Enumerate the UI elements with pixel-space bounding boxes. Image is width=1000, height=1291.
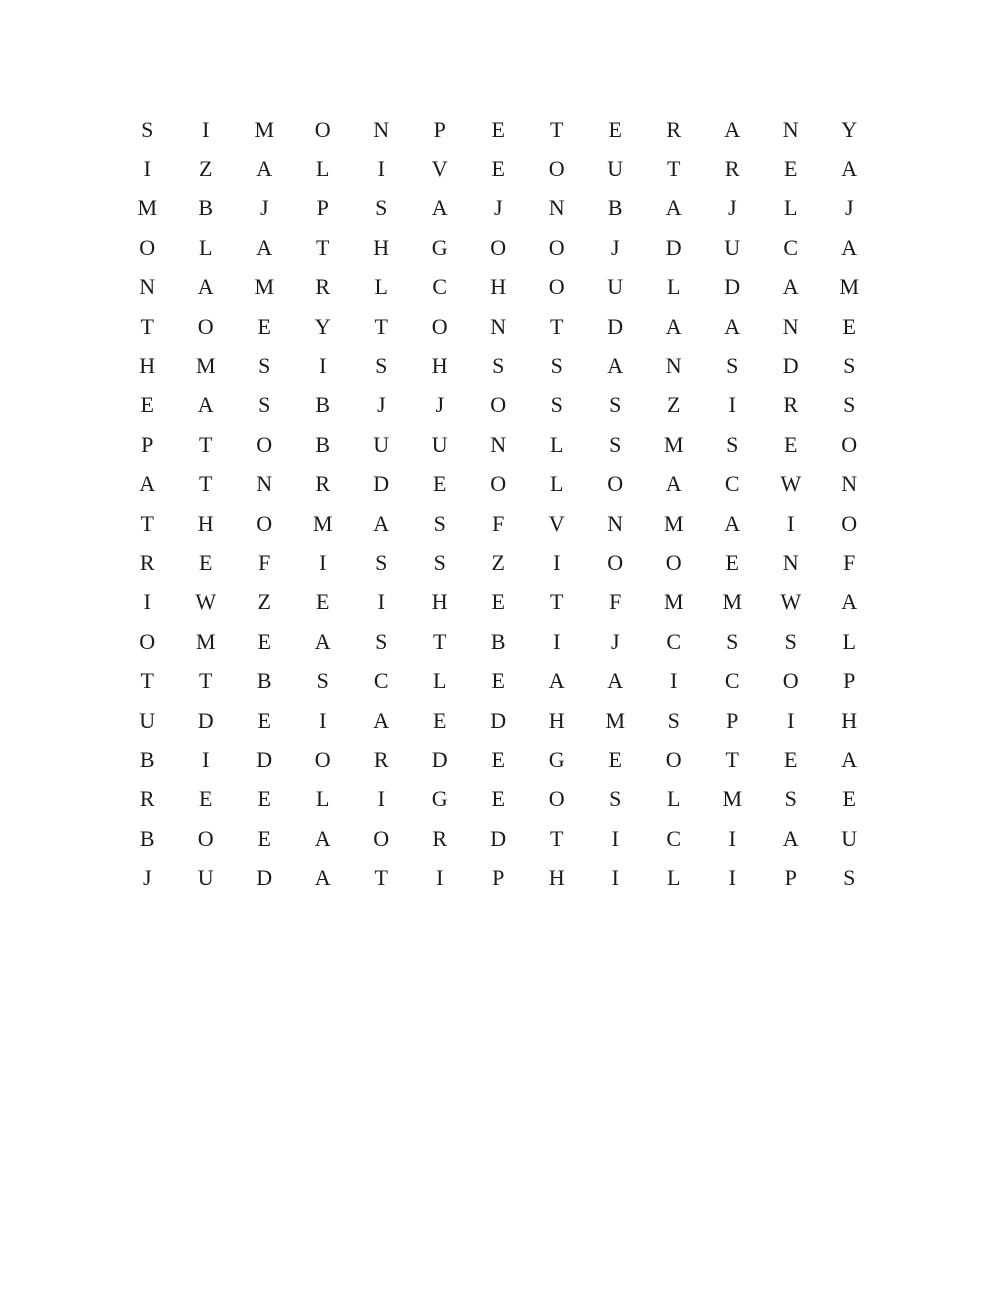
grid-letter-r9-c6[interactable]: U [431, 431, 448, 457]
grid-letter-r3-c11[interactable]: J [727, 195, 737, 221]
grid-letter-r20-c6[interactable]: I [436, 865, 444, 891]
grid-letter-r9-c7[interactable]: N [490, 431, 507, 457]
grid-letter-r12-c7[interactable]: Z [491, 549, 505, 575]
grid-letter-r12-c3[interactable]: F [258, 549, 271, 575]
grid-letter-r8-c13[interactable]: S [843, 392, 856, 418]
grid-letter-r9-c9[interactable]: S [609, 431, 622, 457]
grid-letter-r17-c6[interactable]: D [431, 746, 448, 772]
grid-letter-r7-c12[interactable]: D [782, 353, 799, 379]
grid-letter-r19-c8[interactable]: T [550, 825, 564, 851]
grid-letter-r8-c3[interactable]: S [258, 392, 271, 418]
grid-letter-r1-c1[interactable]: S [141, 116, 154, 142]
grid-letter-r14-c1[interactable]: O [139, 628, 156, 654]
grid-letter-r1-c3[interactable]: M [254, 116, 275, 142]
grid-letter-r17-c7[interactable]: E [491, 746, 505, 772]
grid-letter-r13-c12[interactable]: W [780, 589, 802, 615]
grid-letter-r4-c10[interactable]: D [665, 234, 682, 260]
grid-letter-r19-c11[interactable]: I [728, 825, 736, 851]
grid-letter-r3-c12[interactable]: L [784, 195, 798, 221]
grid-letter-r14-c10[interactable]: C [666, 628, 682, 654]
grid-letter-r10-c2[interactable]: T [199, 471, 213, 497]
grid-letter-r15-c8[interactable]: A [548, 668, 565, 694]
grid-letter-r6-c12[interactable]: N [782, 313, 799, 339]
grid-letter-r10-c10[interactable]: A [665, 471, 682, 497]
grid-letter-r1-c12[interactable]: N [782, 116, 799, 142]
grid-letter-r19-c1[interactable]: B [139, 825, 155, 851]
grid-letter-r16-c2[interactable]: D [197, 707, 214, 733]
grid-letter-r12-c1[interactable]: R [139, 549, 155, 575]
grid-letter-r10-c6[interactable]: E [433, 471, 447, 497]
grid-letter-r5-c10[interactable]: L [667, 274, 681, 300]
grid-letter-r7-c8[interactable]: S [550, 353, 563, 379]
grid-letter-r5-c8[interactable]: O [548, 274, 565, 300]
grid-letter-r10-c8[interactable]: L [550, 471, 564, 497]
grid-letter-r1-c5[interactable]: N [373, 116, 390, 142]
grid-letter-r4-c11[interactable]: U [724, 234, 741, 260]
grid-letter-r10-c1[interactable]: A [139, 471, 156, 497]
grid-letter-r3-c2[interactable]: B [198, 195, 214, 221]
grid-letter-r3-c5[interactable]: S [375, 195, 388, 221]
grid-letter-r3-c10[interactable]: A [665, 195, 682, 221]
grid-letter-r7-c9[interactable]: A [607, 353, 624, 379]
grid-letter-r8-c2[interactable]: A [197, 392, 214, 418]
grid-letter-r16-c12[interactable]: I [787, 707, 795, 733]
grid-letter-r11-c13[interactable]: O [841, 510, 858, 536]
grid-letter-r17-c13[interactable]: A [841, 746, 858, 772]
grid-letter-r10-c4[interactable]: R [315, 471, 331, 497]
grid-letter-r14-c6[interactable]: T [433, 628, 447, 654]
word-search-grid [118, 110, 879, 898]
grid-letter-r18-c1[interactable]: R [139, 786, 155, 812]
grid-letter-r14-c3[interactable]: E [257, 628, 271, 654]
grid-letter-r2-c9[interactable]: U [607, 156, 624, 182]
grid-letter-r18-c10[interactable]: L [667, 786, 681, 812]
grid-letter-r8-c5[interactable]: J [376, 392, 386, 418]
grid-letter-r13-c1[interactable]: I [143, 589, 151, 615]
grid-letter-r19-c7[interactable]: D [490, 825, 507, 851]
grid-letter-r16-c8[interactable]: H [548, 707, 565, 733]
grid-letter-r20-c1[interactable]: J [142, 865, 152, 891]
grid-letter-r1-c6[interactable]: P [433, 116, 446, 142]
grid-letter-r15-c3[interactable]: B [256, 668, 272, 694]
grid-letter-r20-c3[interactable]: D [256, 865, 273, 891]
grid-letter-r1-c8[interactable]: T [550, 116, 564, 142]
grid-letter-r6-c13[interactable]: E [842, 313, 856, 339]
grid-letter-r12-c12[interactable]: N [782, 549, 799, 575]
grid-letter-r20-c10[interactable]: L [667, 865, 681, 891]
grid-letter-r10-c9[interactable]: O [607, 471, 624, 497]
grid-letter-r2-c11[interactable]: R [724, 156, 740, 182]
grid-letter-r12-c2[interactable]: E [199, 549, 213, 575]
grid-letter-r12-c8[interactable]: I [553, 549, 561, 575]
grid-letter-r4-c12[interactable]: C [783, 234, 799, 260]
grid-letter-r12-c6[interactable]: S [433, 549, 446, 575]
grid-letter-r13-c5[interactable]: I [377, 589, 385, 615]
grid-letter-r20-c5[interactable]: T [374, 865, 388, 891]
grid-letter-r3-c4[interactable]: P [316, 195, 329, 221]
grid-letter-r15-c11[interactable]: C [724, 668, 740, 694]
grid-letter-r16-c9[interactable]: M [605, 707, 626, 733]
grid-letter-r9-c10[interactable]: M [663, 431, 684, 457]
grid-letter-r5-c13[interactable]: M [839, 274, 860, 300]
grid-letter-r12-c4[interactable]: I [319, 549, 327, 575]
grid-letter-r9-c12[interactable]: E [784, 431, 798, 457]
grid-letter-r18-c4[interactable]: L [316, 786, 330, 812]
grid-letter-r13-c9[interactable]: F [609, 589, 622, 615]
grid-letter-r1-c7[interactable]: E [491, 116, 505, 142]
grid-letter-r14-c7[interactable]: B [490, 628, 506, 654]
grid-letter-r9-c11[interactable]: S [726, 431, 739, 457]
grid-letter-r13-c10[interactable]: M [663, 589, 684, 615]
grid-letter-r2-c7[interactable]: E [491, 156, 505, 182]
grid-letter-r18-c7[interactable]: E [491, 786, 505, 812]
grid-letter-r1-c11[interactable]: A [724, 116, 741, 142]
grid-letter-r17-c9[interactable]: E [608, 746, 622, 772]
grid-letter-r8-c12[interactable]: R [783, 392, 799, 418]
grid-letter-r4-c1[interactable]: O [139, 234, 156, 260]
grid-letter-r19-c12[interactable]: A [782, 825, 799, 851]
grid-letter-r2-c1[interactable]: I [143, 156, 151, 182]
grid-letter-r10-c11[interactable]: C [724, 471, 740, 497]
grid-letter-r4-c5[interactable]: H [373, 234, 390, 260]
grid-letter-r14-c2[interactable]: M [195, 628, 216, 654]
grid-letter-r5-c6[interactable]: C [432, 274, 448, 300]
grid-letter-r18-c13[interactable]: E [842, 786, 856, 812]
grid-letter-r11-c9[interactable]: N [607, 510, 624, 536]
grid-letter-r5-c2[interactable]: A [197, 274, 214, 300]
grid-letter-r6-c7[interactable]: N [490, 313, 507, 339]
grid-letter-r7-c4[interactable]: I [319, 353, 327, 379]
grid-letter-r20-c11[interactable]: I [728, 865, 736, 891]
grid-letter-r6-c5[interactable]: T [374, 313, 388, 339]
grid-letter-r15-c5[interactable]: C [373, 668, 389, 694]
grid-letter-r6-c3[interactable]: E [257, 313, 271, 339]
grid-letter-r7-c2[interactable]: M [195, 353, 216, 379]
grid-letter-r13-c3[interactable]: Z [257, 589, 271, 615]
grid-letter-r12-c5[interactable]: S [375, 549, 388, 575]
grid-letter-r10-c7[interactable]: O [490, 471, 507, 497]
grid-letter-r7-c5[interactable]: S [375, 353, 388, 379]
grid-letter-r14-c13[interactable]: L [842, 628, 856, 654]
grid-letter-r13-c8[interactable]: T [550, 589, 564, 615]
grid-letter-r16-c11[interactable]: P [726, 707, 739, 733]
grid-letter-r3-c8[interactable]: N [548, 195, 565, 221]
grid-letter-r11-c2[interactable]: H [197, 510, 214, 536]
grid-letter-r19-c10[interactable]: C [666, 825, 682, 851]
grid-letter-r4-c7[interactable]: O [490, 234, 507, 260]
grid-letter-r13-c2[interactable]: W [195, 589, 217, 615]
grid-letter-r13-c4[interactable]: E [316, 589, 330, 615]
grid-letter-r17-c5[interactable]: R [373, 746, 389, 772]
grid-letter-r13-c7[interactable]: E [491, 589, 505, 615]
grid-letter-r2-c6[interactable]: V [431, 156, 448, 182]
grid-letter-r10-c5[interactable]: D [373, 471, 390, 497]
grid-letter-r2-c3[interactable]: A [256, 156, 273, 182]
grid-letter-r13-c11[interactable]: M [722, 589, 743, 615]
grid-letter-r11-c1[interactable]: T [140, 510, 154, 536]
grid-letter-r14-c11[interactable]: S [726, 628, 739, 654]
grid-letter-r2-c8[interactable]: O [548, 156, 565, 182]
grid-letter-r17-c4[interactable]: O [314, 746, 331, 772]
grid-letter-r2-c10[interactable]: T [667, 156, 681, 182]
grid-letter-r20-c8[interactable]: H [548, 865, 565, 891]
grid-letter-r6-c10[interactable]: A [665, 313, 682, 339]
grid-letter-r15-c6[interactable]: L [433, 668, 447, 694]
grid-letter-r13-c13[interactable]: A [841, 589, 858, 615]
grid-letter-r8-c4[interactable]: B [315, 392, 331, 418]
grid-letter-r17-c10[interactable]: O [665, 746, 682, 772]
grid-letter-r7-c3[interactable]: S [258, 353, 271, 379]
grid-letter-r5-c1[interactable]: N [139, 274, 156, 300]
grid-letter-r9-c3[interactable]: O [256, 431, 273, 457]
grid-letter-r10-c12[interactable]: W [780, 471, 802, 497]
grid-letter-r3-c13[interactable]: J [844, 195, 854, 221]
grid-letter-r17-c8[interactable]: G [548, 746, 565, 772]
grid-letter-r20-c12[interactable]: P [784, 865, 797, 891]
grid-letter-r1-c4[interactable]: O [314, 116, 331, 142]
grid-letter-r9-c13[interactable]: O [841, 431, 858, 457]
grid-letter-r20-c4[interactable]: A [314, 865, 331, 891]
grid-letter-r16-c10[interactable]: S [667, 707, 680, 733]
grid-letter-r9-c2[interactable]: T [199, 431, 213, 457]
grid-letter-r18-c2[interactable]: E [199, 786, 213, 812]
grid-letter-r18-c9[interactable]: S [609, 786, 622, 812]
grid-letter-r18-c6[interactable]: G [431, 786, 448, 812]
grid-letter-r1-c10[interactable]: R [666, 116, 682, 142]
grid-letter-r16-c3[interactable]: E [257, 707, 271, 733]
grid-letter-r15-c12[interactable]: O [782, 668, 799, 694]
grid-letter-r7-c6[interactable]: H [431, 353, 448, 379]
grid-letter-r5-c4[interactable]: R [315, 274, 331, 300]
grid-letter-r19-c9[interactable]: I [611, 825, 619, 851]
grid-letter-r15-c9[interactable]: A [607, 668, 624, 694]
grid-letter-r8-c11[interactable]: I [728, 392, 736, 418]
grid-letter-r2-c13[interactable]: A [841, 156, 858, 182]
grid-letter-r11-c5[interactable]: A [373, 510, 390, 536]
grid-letter-r16-c4[interactable]: I [319, 707, 327, 733]
grid-letter-r4-c3[interactable]: A [256, 234, 273, 260]
grid-letter-r17-c1[interactable]: B [139, 746, 155, 772]
grid-letter-r11-c6[interactable]: S [433, 510, 446, 536]
grid-letter-r5-c12[interactable]: A [782, 274, 799, 300]
grid-letter-r8-c1[interactable]: E [140, 392, 154, 418]
grid-letter-r4-c13[interactable]: A [841, 234, 858, 260]
grid-letter-r1-c13[interactable]: Y [841, 116, 858, 142]
grid-letter-r17-c11[interactable]: T [725, 746, 739, 772]
grid-letter-r4-c8[interactable]: O [548, 234, 565, 260]
grid-letter-r18-c3[interactable]: E [257, 786, 271, 812]
grid-letter-r11-c11[interactable]: A [724, 510, 741, 536]
grid-letter-r8-c6[interactable]: J [435, 392, 445, 418]
grid-letter-r5-c7[interactable]: H [490, 274, 507, 300]
grid-letter-r4-c6[interactable]: G [431, 234, 448, 260]
grid-letter-r19-c13[interactable]: U [841, 825, 858, 851]
grid-letter-r6-c8[interactable]: T [550, 313, 564, 339]
grid-letter-r14-c12[interactable]: S [784, 628, 797, 654]
grid-letter-r7-c10[interactable]: N [665, 353, 682, 379]
grid-letter-r3-c9[interactable]: B [607, 195, 623, 221]
grid-letter-r9-c5[interactable]: U [373, 431, 390, 457]
grid-letter-r20-c2[interactable]: U [197, 865, 214, 891]
grid-letter-r16-c13[interactable]: H [841, 707, 858, 733]
grid-letter-r11-c8[interactable]: V [548, 510, 565, 536]
grid-letter-r19-c6[interactable]: R [432, 825, 448, 851]
grid-letter-r1-c9[interactable]: E [608, 116, 622, 142]
grid-letter-r16-c5[interactable]: A [373, 707, 390, 733]
grid-letter-r3-c1[interactable]: M [137, 195, 158, 221]
grid-letter-r14-c9[interactable]: J [610, 628, 620, 654]
grid-letter-r18-c12[interactable]: S [784, 786, 797, 812]
grid-letter-r12-c11[interactable]: E [725, 549, 739, 575]
grid-letter-r19-c2[interactable]: O [197, 825, 214, 851]
grid-letter-r16-c7[interactable]: D [490, 707, 507, 733]
grid-letter-r6-c6[interactable]: O [431, 313, 448, 339]
grid-letter-r11-c12[interactable]: I [787, 510, 795, 536]
grid-letter-r9-c4[interactable]: B [315, 431, 331, 457]
grid-letter-r14-c5[interactable]: S [375, 628, 388, 654]
grid-letter-r12-c9[interactable]: O [607, 549, 624, 575]
grid-letter-r19-c5[interactable]: O [373, 825, 390, 851]
grid-letter-r5-c3[interactable]: M [254, 274, 275, 300]
grid-letter-r15-c10[interactable]: I [670, 668, 678, 694]
grid-letter-r15-c1[interactable]: T [140, 668, 154, 694]
grid-letter-r15-c7[interactable]: E [491, 668, 505, 694]
grid-letter-r3-c6[interactable]: A [431, 195, 448, 221]
grid-letter-r15-c4[interactable]: S [316, 668, 329, 694]
grid-letter-r6-c11[interactable]: A [724, 313, 741, 339]
grid-letter-r2-c5[interactable]: I [377, 156, 385, 182]
grid-letter-r14-c4[interactable]: A [314, 628, 331, 654]
grid-letter-r7-c7[interactable]: S [492, 353, 505, 379]
grid-letter-r6-c9[interactable]: D [607, 313, 624, 339]
grid-letter-r1-c2[interactable]: I [202, 116, 210, 142]
grid-letter-r8-c9[interactable]: S [609, 392, 622, 418]
grid-letter-r4-c4[interactable]: T [316, 234, 330, 260]
grid-letter-r16-c6[interactable]: E [433, 707, 447, 733]
grid-letter-r20-c7[interactable]: P [492, 865, 505, 891]
grid-letter-r6-c4[interactable]: Y [314, 313, 331, 339]
grid-letter-r13-c6[interactable]: H [431, 589, 448, 615]
grid-letter-r8-c7[interactable]: O [490, 392, 507, 418]
grid-letter-r3-c7[interactable]: J [493, 195, 503, 221]
grid-letter-r4-c9[interactable]: J [610, 234, 620, 260]
grid-letter-r19-c3[interactable]: E [257, 825, 271, 851]
grid-letter-r17-c3[interactable]: D [256, 746, 273, 772]
grid-letter-r7-c1[interactable]: H [139, 353, 156, 379]
grid-letter-r3-c3[interactable]: J [259, 195, 269, 221]
grid-letter-r11-c7[interactable]: F [492, 510, 505, 536]
grid-letter-r11-c4[interactable]: M [312, 510, 333, 536]
grid-letter-r2-c4[interactable]: L [316, 156, 330, 182]
grid-letter-r5-c11[interactable]: D [724, 274, 741, 300]
grid-letter-r15-c13[interactable]: P [843, 668, 856, 694]
grid-letter-r4-c2[interactable]: L [199, 234, 213, 260]
grid-letter-r12-c10[interactable]: O [665, 549, 682, 575]
grid-letter-r11-c3[interactable]: O [256, 510, 273, 536]
grid-letter-r6-c1[interactable]: T [140, 313, 154, 339]
grid-letter-r18-c5[interactable]: I [377, 786, 385, 812]
grid-letter-r10-c13[interactable]: N [841, 471, 858, 497]
grid-letter-r6-c2[interactable]: O [197, 313, 214, 339]
grid-letter-r11-c10[interactable]: M [663, 510, 684, 536]
grid-letter-r5-c5[interactable]: L [374, 274, 388, 300]
grid-letter-r18-c11[interactable]: M [722, 786, 743, 812]
grid-letter-r17-c12[interactable]: E [784, 746, 798, 772]
grid-letter-r7-c11[interactable]: S [726, 353, 739, 379]
grid-letter-r2-c2[interactable]: Z [199, 156, 213, 182]
grid-letter-r20-c13[interactable]: S [843, 865, 856, 891]
grid-letter-r8-c8[interactable]: S [550, 392, 563, 418]
grid-letter-r12-c13[interactable]: F [843, 549, 856, 575]
grid-letter-r5-c9[interactable]: U [607, 274, 624, 300]
grid-letter-r2-c12[interactable]: E [784, 156, 798, 182]
grid-letter-r15-c2[interactable]: T [199, 668, 213, 694]
grid-letter-r18-c8[interactable]: O [548, 786, 565, 812]
grid-letter-r14-c8[interactable]: I [553, 628, 561, 654]
grid-letter-r10-c3[interactable]: N [256, 471, 273, 497]
grid-letter-r9-c1[interactable]: P [141, 431, 154, 457]
grid-letter-r20-c9[interactable]: I [611, 865, 619, 891]
grid-letter-r7-c13[interactable]: S [843, 353, 856, 379]
grid-letter-r17-c2[interactable]: I [202, 746, 210, 772]
grid-letter-r19-c4[interactable]: A [314, 825, 331, 851]
grid-letter-r9-c8[interactable]: L [550, 431, 564, 457]
grid-letter-r16-c1[interactable]: U [139, 707, 156, 733]
grid-letter-r8-c10[interactable]: Z [667, 392, 681, 418]
